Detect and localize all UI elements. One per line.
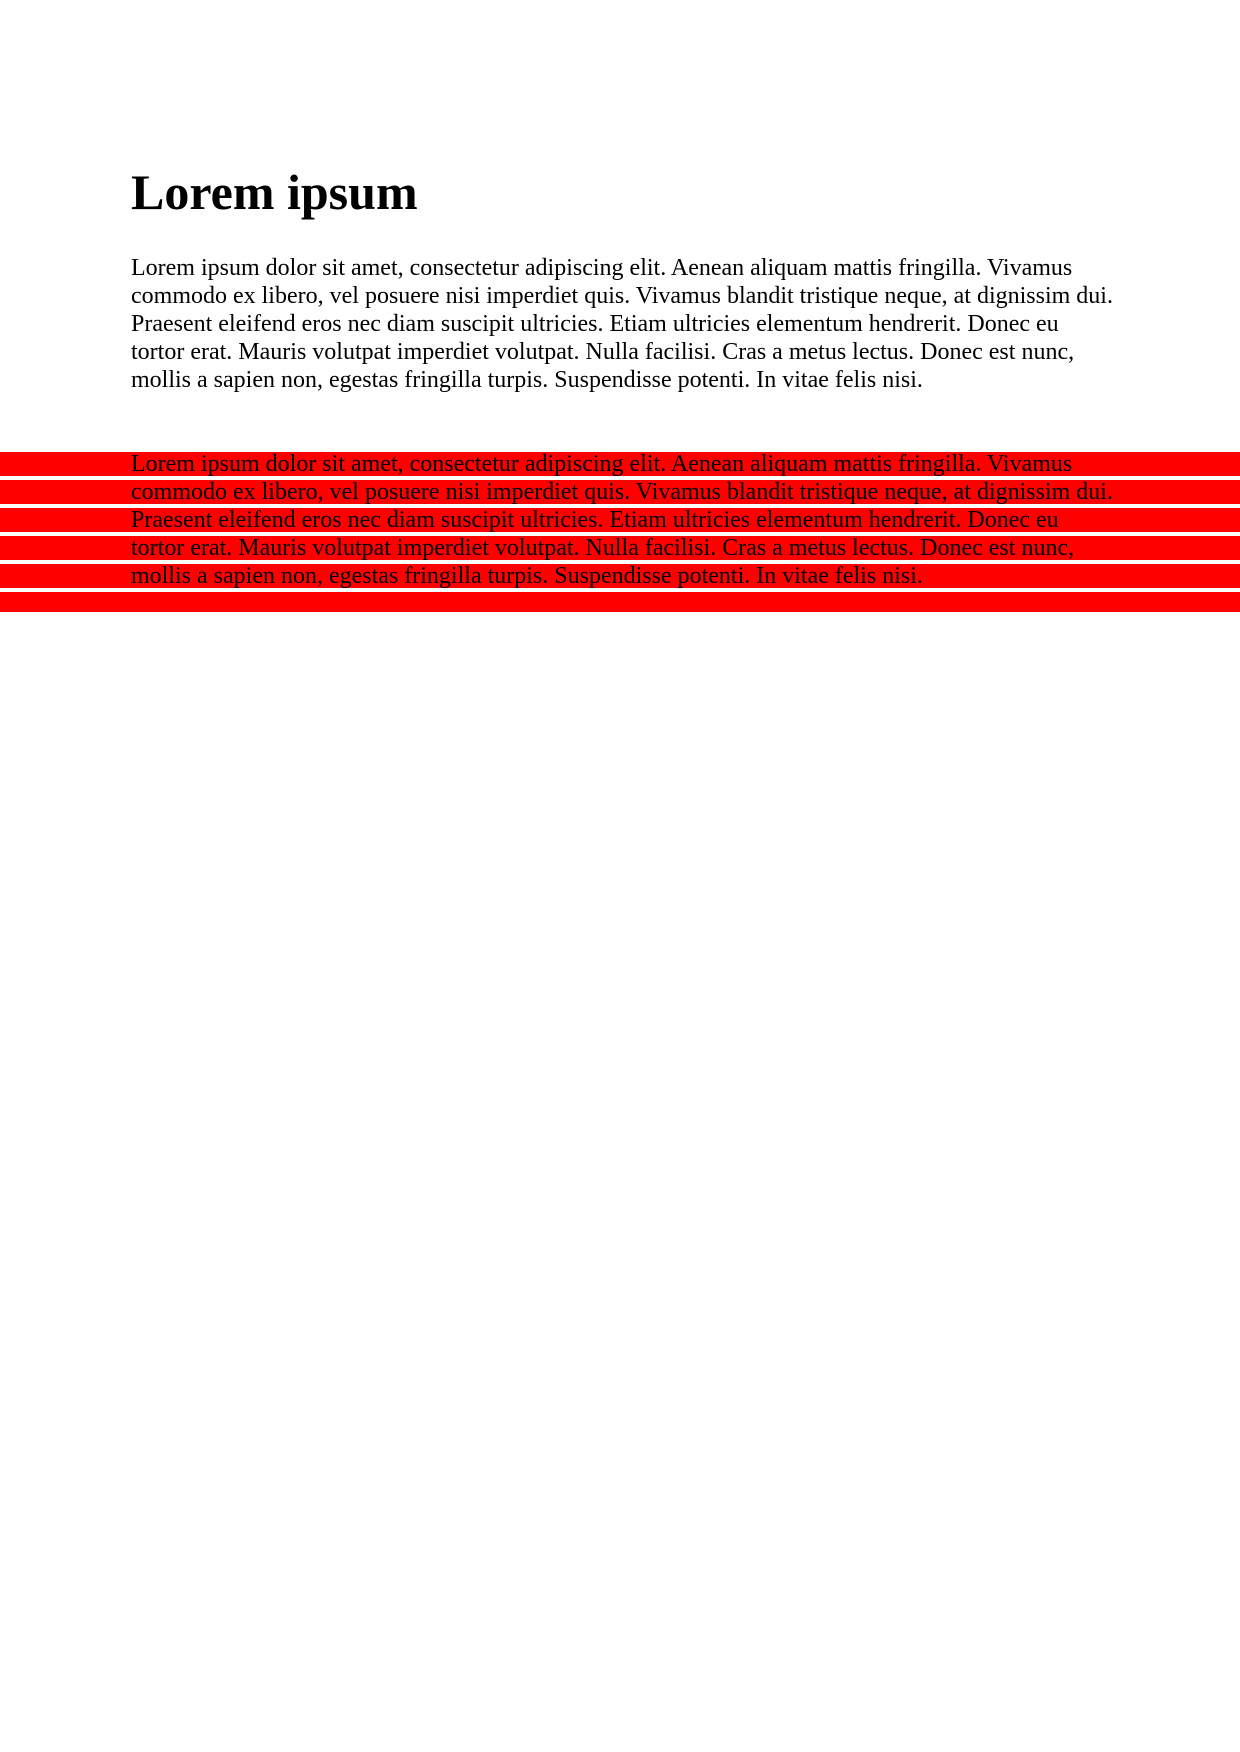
paragraph-plain: Lorem ipsum dolor sit amet, consectetur adipiscing elit. Aenean aliquam mattis fringilla. Vivamus commodo ex libero, vel posuere nisi imperdiet quis. Vivamus blandit tristique neque, at dignissim dui. Praesent eleifend eros nec diam suscipit ultricies. Etiam ultricies elementum hendrerit. Donec eu tortor erat. Mauris volutpat imperdiet volutpat. Nulla facilisi. Cras a metus lectus. Donec est nunc, mollis a sapien non, egestas fringilla turpis. Suspendisse potenti. In vitae felis nisi. [131,255,1113,393]
page-title: Lorem ipsum [131,164,418,220]
paragraph-highlighted: Lorem ipsum dolor sit amet, consectetur adipiscing elit. Aenean aliquam mattis fringilla. Vivamus commodo ex libero, vel posuere nisi imperdiet quis. Vivamus blandit tristique neque, at dignissim dui. Praesent eleifend eros nec diam suscipit ultricies. Etiam ultricies elementum hendrerit. Donec eu tortor erat. Mauris volutpat imperdiet volutpat. Nulla facilisi. Cras a metus lectus. Donec est nunc, mollis a sapien non, egestas fringilla turpis. Suspendisse potenti. In vitae felis nisi. [131,451,1113,589]
